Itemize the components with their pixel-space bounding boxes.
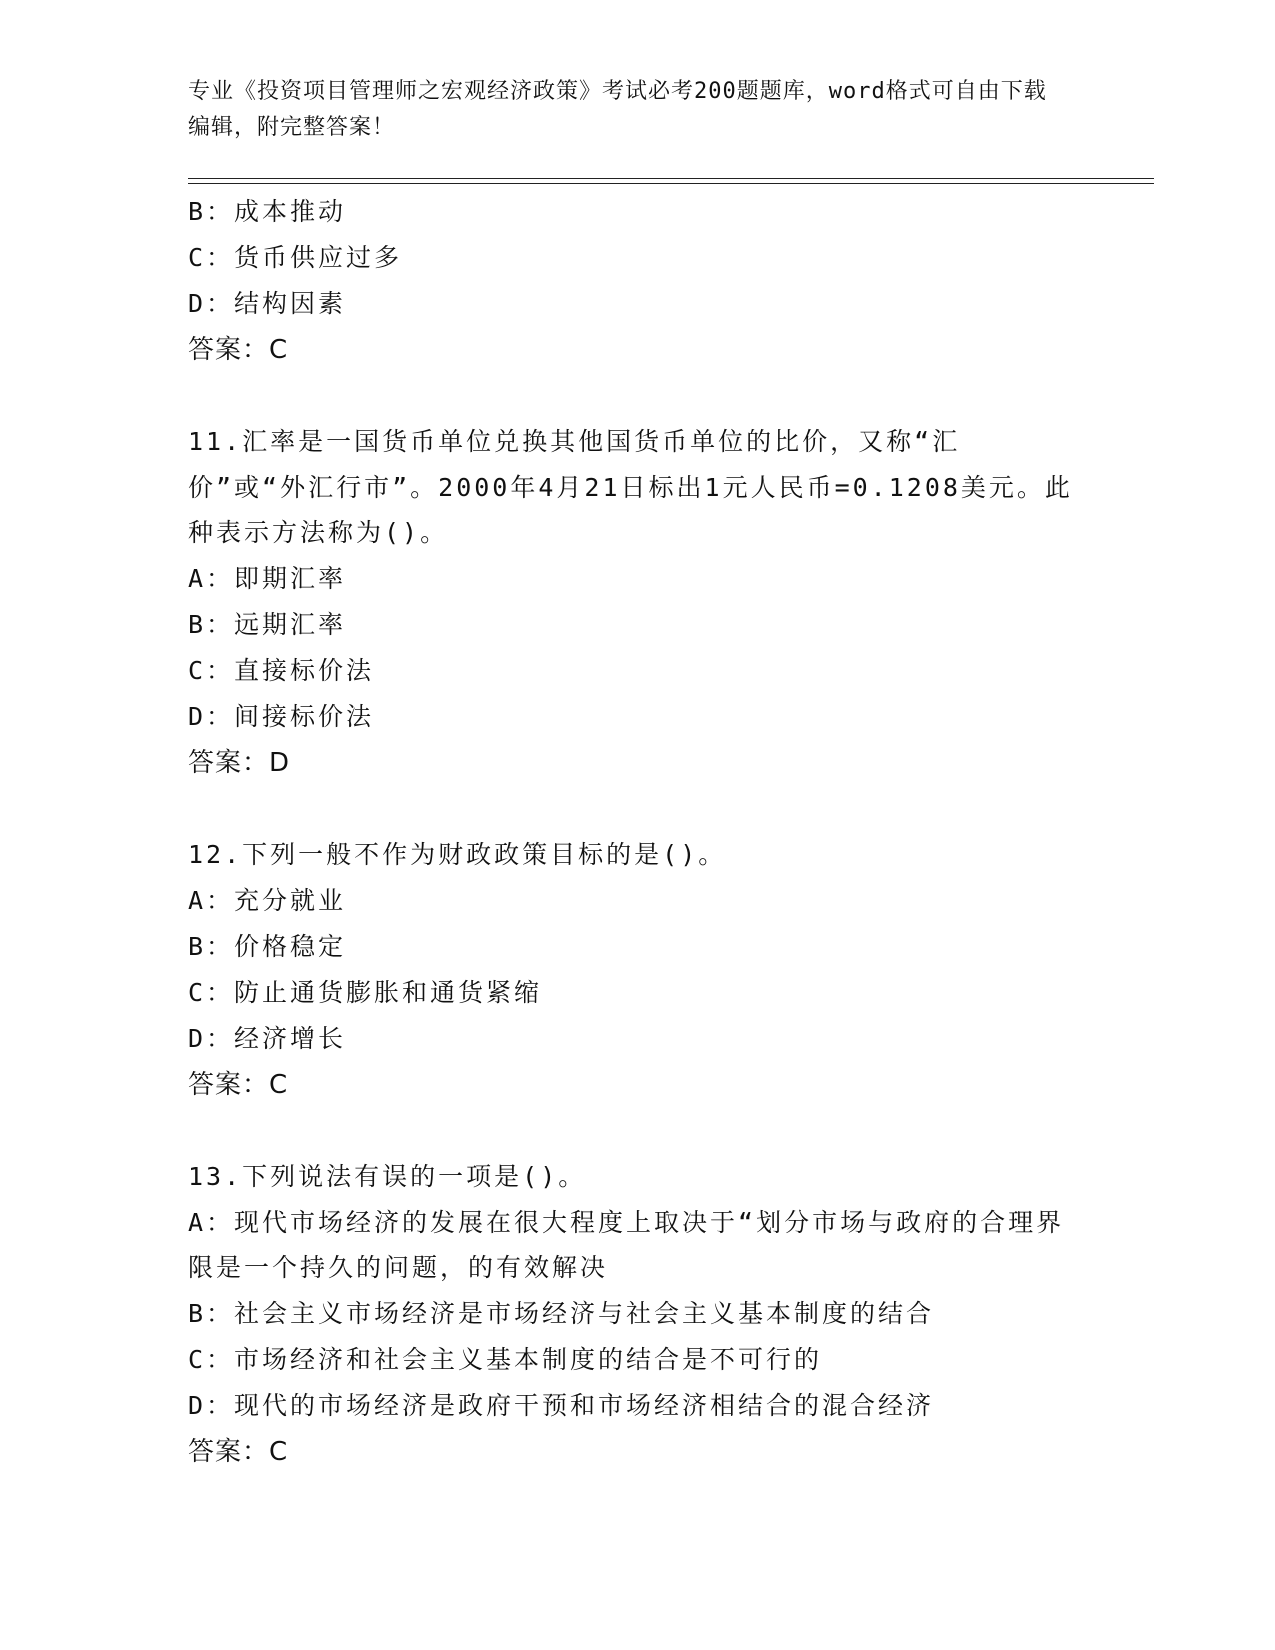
header-divider-top (188, 178, 1154, 179)
answer-line: 答案：C (188, 335, 289, 365)
option-c: C：防止通货膨胀和通货紧缩 (188, 977, 543, 1007)
answer-line: 答案：C (188, 1069, 289, 1100)
option-a: A：即期汇率 (188, 563, 347, 593)
spacer (188, 1108, 1088, 1154)
answer-line: 答案：D (188, 747, 291, 778)
question-10-continued (188, 189, 1088, 373)
option-c: C：货币供应过多 (188, 243, 403, 272)
header-divider-bottom (188, 183, 1154, 184)
question-stem: 12.下列一般不作为财政政策目标的是()。 (188, 839, 727, 869)
question-stem: 11.汇率是一国货币单位兑换其他国货币单位的比价，又称“汇价”或“外汇行市”。2000年4月21日标出1元人民币=0.1208美元。此种表示方法称为()。 (188, 427, 1073, 547)
question-13 (188, 1154, 1088, 1475)
option-d: D：经济增长 (188, 1023, 347, 1053)
option-d: D：结构因素 (188, 289, 347, 318)
option-b: B：成本推动 (188, 197, 347, 226)
option-c: C：直接标价法 (188, 655, 375, 685)
option-d: D：间接标价法 (188, 701, 375, 731)
answer-line: 答案：C (188, 1436, 289, 1467)
question-stem: 13.下列说法有误的一项是()。 (188, 1161, 587, 1191)
spacer (188, 373, 1088, 419)
spacer (188, 786, 1088, 832)
option-b: B：价格稳定 (188, 931, 347, 961)
option-c: C：市场经济和社会主义基本制度的结合是不可行的 (188, 1344, 823, 1374)
document-header: 专业《投资项目管理师之宏观经济政策》考试必考200题题库，word格式可自由下载编辑，附完整答案！ (188, 79, 1047, 140)
question-11 (188, 419, 1088, 786)
option-d: D：现代的市场经济是政府干预和市场经济相结合的混合经济 (188, 1390, 935, 1420)
option-b: B：远期汇率 (188, 609, 347, 639)
option-b: B：社会主义市场经济是市场经济与社会主义基本制度的结合 (188, 1298, 935, 1328)
option-a: A：现代市场经济的发展在很大程度上取决于“划分市场与政府的合理界限是一个持久的问题，的有效解决 (188, 1207, 1065, 1282)
question-list (188, 189, 1088, 1475)
question-12 (188, 832, 1088, 1108)
option-a: A：充分就业 (188, 885, 347, 915)
